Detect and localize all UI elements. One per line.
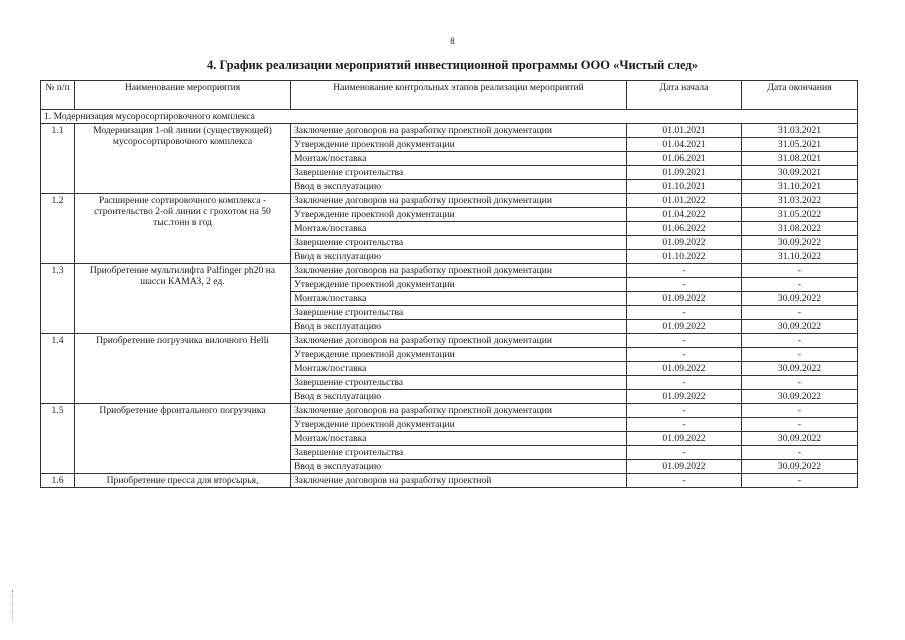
table-body [41, 110, 858, 488]
stage-label: Заключение договоров на разработку проектной документации [291, 124, 627, 138]
stage-label: Завершение строительства [291, 306, 627, 320]
activity-name: Приобретение пресса для вторсырья, [75, 474, 291, 488]
stage-label: Ввод в эксплуатацию [291, 460, 627, 474]
table-row [41, 194, 858, 208]
stage-label: Заключение договоров на разработку проектной документации [291, 334, 627, 348]
stage-end-date: 30.09.2021 [742, 166, 858, 180]
stage-end-date: 31.05.2022 [742, 208, 858, 222]
stage-start-date: 01.09.2022 [627, 432, 742, 446]
column-header-name: Наименование мероприятия [75, 81, 291, 110]
stage-start-date: 01.04.2021 [627, 138, 742, 152]
stage-label: Ввод в эксплуатацию [291, 250, 627, 264]
stage-label: Завершение строительства [291, 376, 627, 390]
table-row [41, 264, 858, 278]
stage-end-date: - [742, 404, 858, 418]
stage-label: Завершение строительства [291, 446, 627, 460]
stage-start-date: 01.06.2021 [627, 152, 742, 166]
stage-end-date: - [742, 446, 858, 460]
activity-name: Приобретение погрузчика вилочного Helli [75, 334, 291, 404]
stage-label: Утверждение проектной документации [291, 138, 627, 152]
activity-name: Приобретение фронтального погрузчика [75, 404, 291, 474]
stage-end-date: 30.09.2022 [742, 460, 858, 474]
stage-end-date: 30.09.2022 [742, 390, 858, 404]
stage-end-date: - [742, 474, 858, 488]
stage-end-date: 31.03.2021 [742, 124, 858, 138]
stage-start-date: - [627, 306, 742, 320]
stage-end-date: 31.08.2022 [742, 222, 858, 236]
stage-end-date: 30.09.2022 [742, 292, 858, 306]
stage-start-date: 01.06.2022 [627, 222, 742, 236]
margin-scan-marks [12, 590, 15, 620]
stage-start-date: - [627, 348, 742, 362]
stage-label: Заключение договоров на разработку проектной [291, 474, 627, 488]
stage-label: Монтаж/поставка [291, 222, 627, 236]
stage-label: Ввод в эксплуатацию [291, 390, 627, 404]
table-row [41, 404, 858, 418]
stage-start-date: 01.10.2021 [627, 180, 742, 194]
header-row [41, 81, 858, 110]
stage-label: Завершение строительства [291, 236, 627, 250]
section-row [41, 110, 858, 124]
activity-name: Модернизация 1-ой линии (существующей) мусоросортировочного комплекса [75, 124, 291, 194]
stage-label: Ввод в эксплуатацию [291, 180, 627, 194]
activity-number: 1.4 [41, 334, 75, 404]
stage-start-date: 01.09.2022 [627, 362, 742, 376]
column-header-stage: Наименование контрольных этапов реализации мероприятий [291, 81, 627, 110]
stage-end-date: 31.08.2021 [742, 152, 858, 166]
stage-end-date: 30.09.2022 [742, 236, 858, 250]
schedule-table [40, 80, 858, 488]
activity-number: 1.3 [41, 264, 75, 334]
stage-label: Заключение договоров на разработку проектной документации [291, 194, 627, 208]
stage-start-date: - [627, 404, 742, 418]
stage-start-date: - [627, 446, 742, 460]
stage-end-date: 30.09.2022 [742, 432, 858, 446]
stage-end-date: - [742, 376, 858, 390]
section-title: 1. Модернизация мусоросортировочного комплекса [41, 110, 858, 124]
stage-label: Утверждение проектной документации [291, 418, 627, 432]
stage-end-date: - [742, 264, 858, 278]
stage-label: Ввод в эксплуатацию [291, 320, 627, 334]
activity-name: Приобретение мультилифта Palfinger ph20 на шасси КАМАЗ, 2 ед. [75, 264, 291, 334]
column-header-end: Дата окончания [742, 81, 858, 110]
stage-start-date: 01.09.2022 [627, 236, 742, 250]
stage-label: Утверждение проектной документации [291, 208, 627, 222]
stage-start-date: - [627, 418, 742, 432]
stage-label: Монтаж/поставка [291, 152, 627, 166]
stage-end-date: 30.09.2022 [742, 320, 858, 334]
stage-end-date: - [742, 348, 858, 362]
stage-start-date: - [627, 376, 742, 390]
stage-start-date: - [627, 278, 742, 292]
table-row [41, 124, 858, 138]
stage-start-date: 01.04.2022 [627, 208, 742, 222]
stage-label: Монтаж/поставка [291, 292, 627, 306]
stage-start-date: 01.09.2022 [627, 292, 742, 306]
activity-number: 1.6 [41, 474, 75, 488]
stage-label: Завершение строительства [291, 166, 627, 180]
stage-end-date: 31.05.2021 [742, 138, 858, 152]
stage-start-date: - [627, 334, 742, 348]
stage-end-date: 30.09.2022 [742, 362, 858, 376]
table-row [41, 334, 858, 348]
column-header-no: № п/п [41, 81, 75, 110]
stage-end-date: - [742, 418, 858, 432]
table-header [41, 81, 858, 110]
stage-end-date: 31.03.2022 [742, 194, 858, 208]
stage-start-date: 01.09.2022 [627, 460, 742, 474]
stage-label: Утверждение проектной документации [291, 278, 627, 292]
activity-name: Расширение сортировочного комплекса - строительство 2-ой линии с грохотом на 50 тыс.тонн в год [75, 194, 291, 264]
stage-start-date: 01.01.2021 [627, 124, 742, 138]
stage-start-date: 01.09.2022 [627, 390, 742, 404]
stage-label: Утверждение проектной документации [291, 348, 627, 362]
page-title: 4. График реализации мероприятий инвестиционной программы ООО «Чистый след» [207, 58, 698, 72]
stage-label: Заключение договоров на разработку проектной документации [291, 404, 627, 418]
stage-label: Монтаж/поставка [291, 362, 627, 376]
stage-end-date: - [742, 278, 858, 292]
stage-start-date: 01.10.2022 [627, 250, 742, 264]
stage-label: Монтаж/поставка [291, 432, 627, 446]
stage-start-date: - [627, 474, 742, 488]
stage-start-date: 01.09.2022 [627, 320, 742, 334]
stage-end-date: - [742, 306, 858, 320]
column-header-start: Дата начала [627, 81, 742, 110]
stage-start-date: 01.09.2021 [627, 166, 742, 180]
stage-start-date: - [627, 264, 742, 278]
stage-start-date: 01.01.2022 [627, 194, 742, 208]
stage-label: Заключение договоров на разработку проектной документации [291, 264, 627, 278]
activity-number: 1.5 [41, 404, 75, 474]
stage-end-date: - [742, 334, 858, 348]
activity-number: 1.1 [41, 124, 75, 194]
stage-end-date: 31.10.2022 [742, 250, 858, 264]
table-row [41, 474, 858, 488]
activity-number: 1.2 [41, 194, 75, 264]
page-number: 8 [450, 36, 455, 46]
stage-end-date: 31.10.2021 [742, 180, 858, 194]
